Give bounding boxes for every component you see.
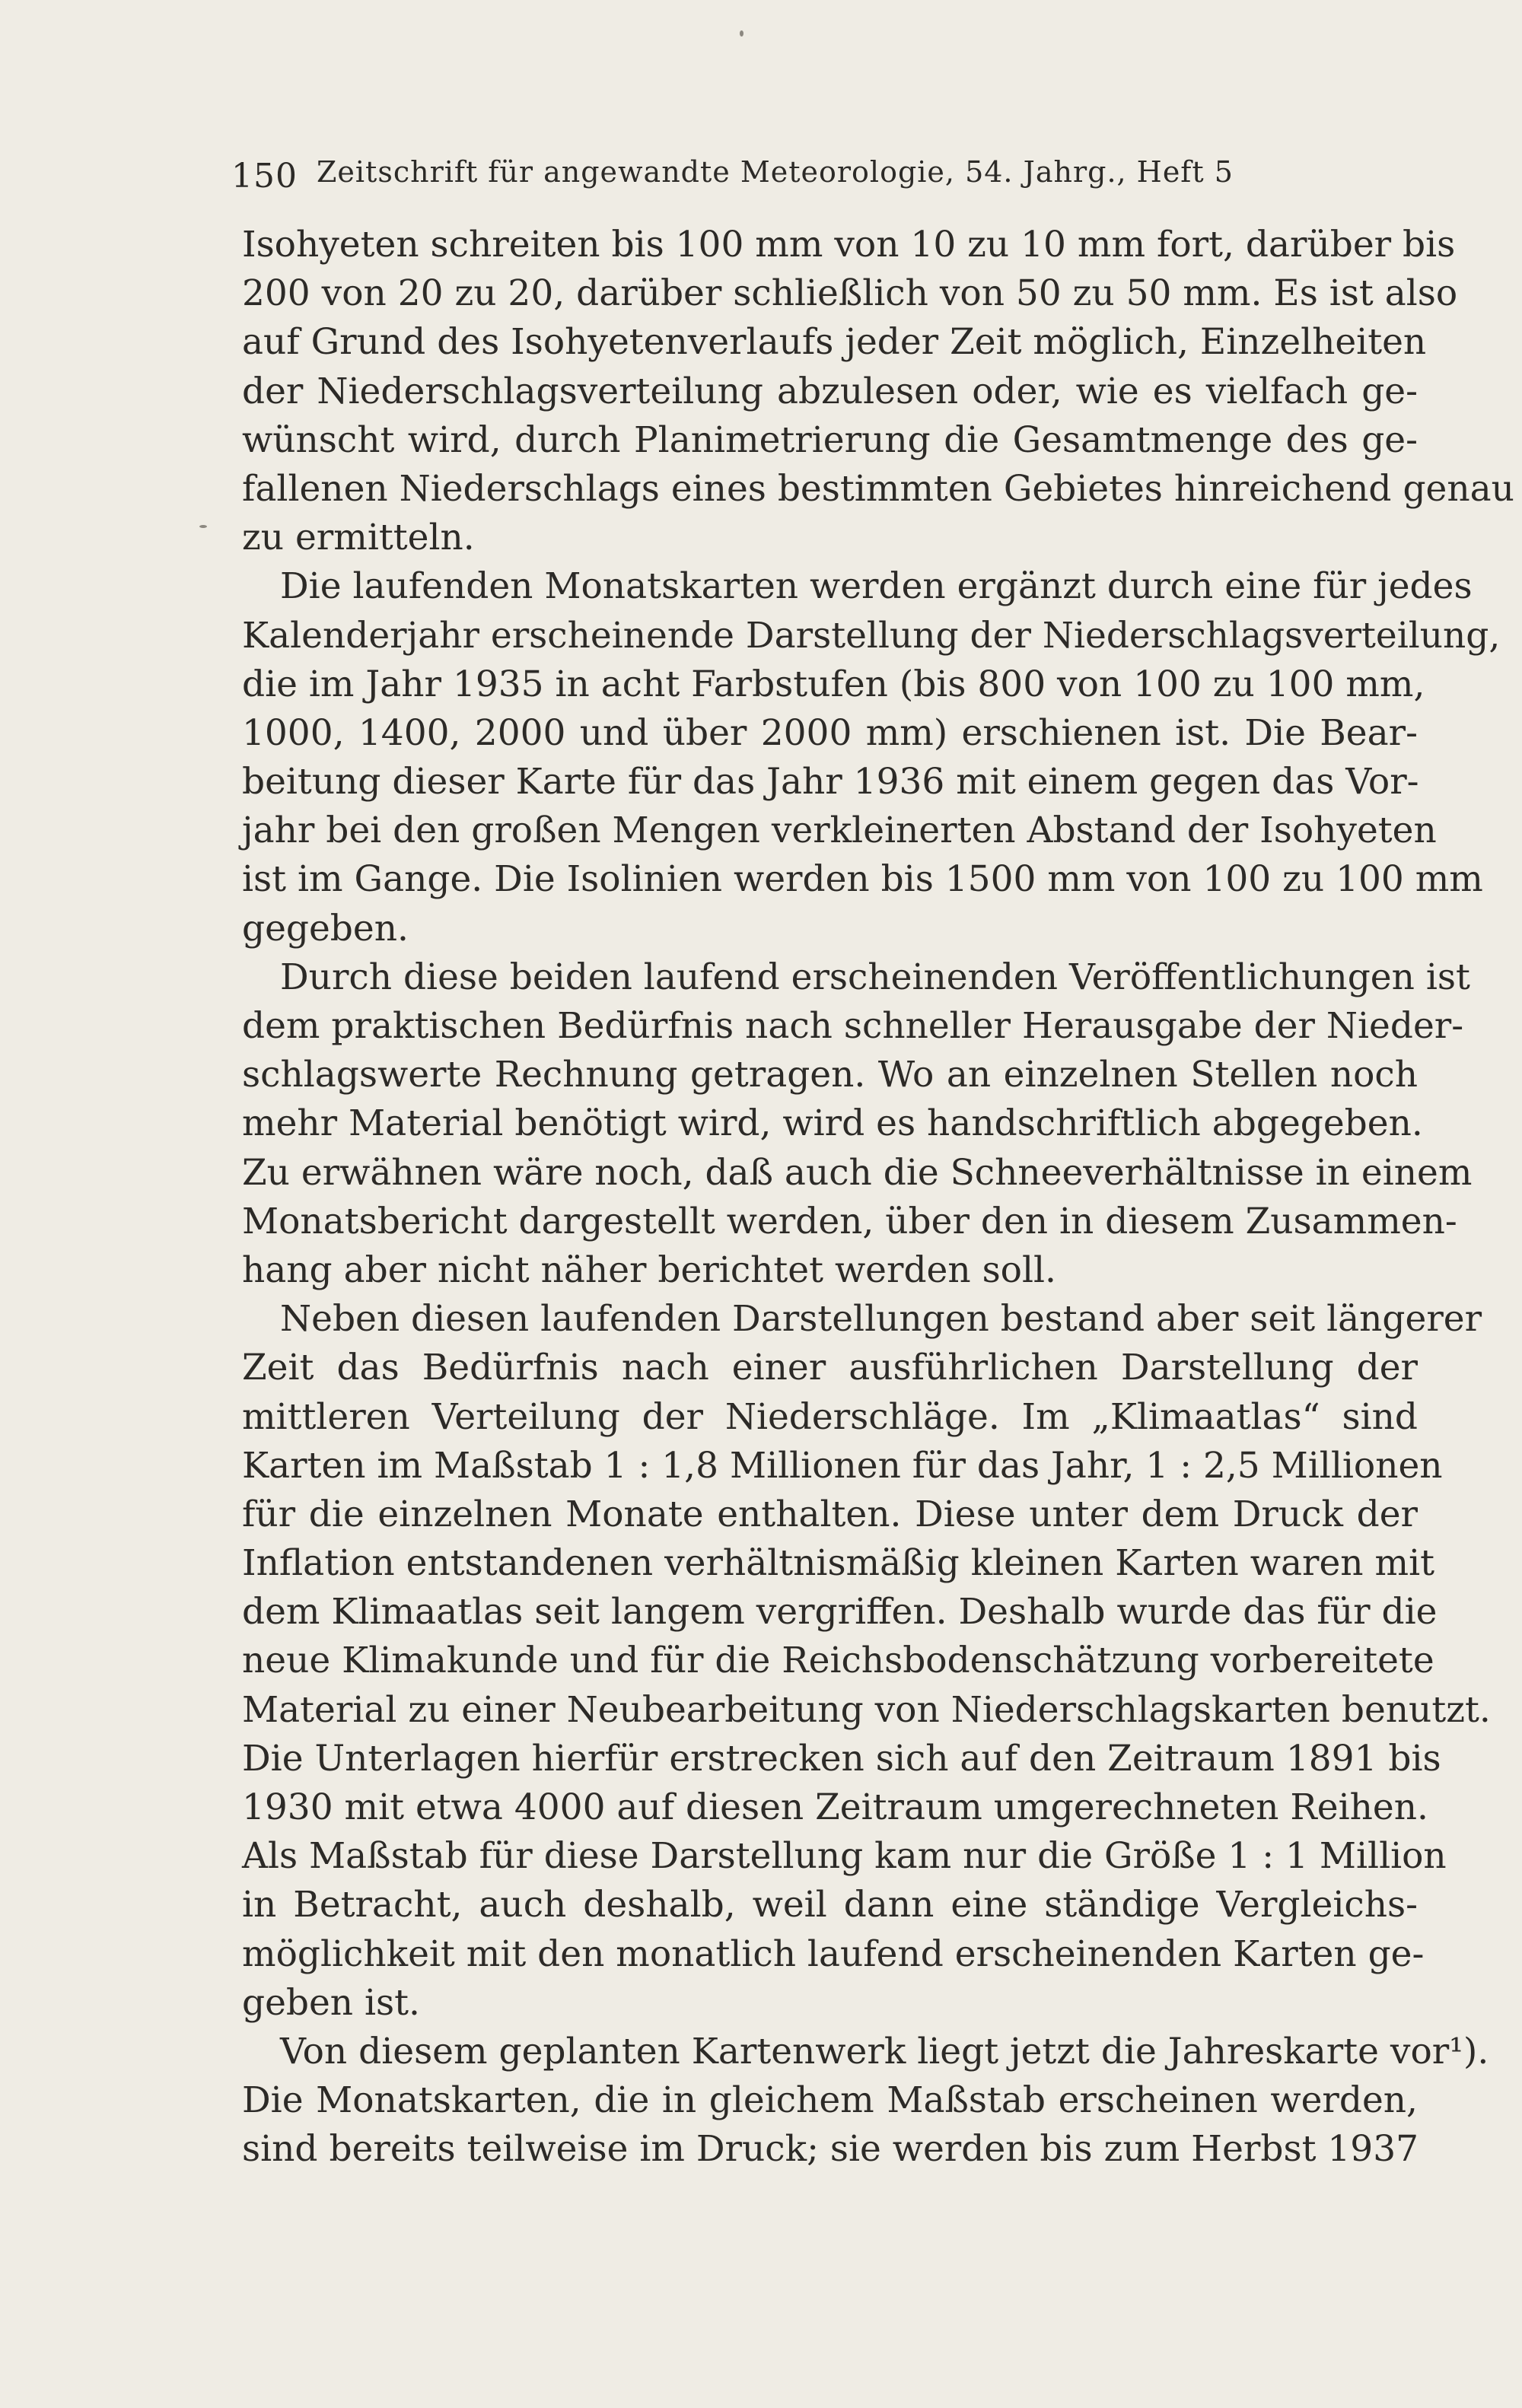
text-line: beitung dieser Karte für das Jahr 1936 mit einem gegen das Vor-: [242, 761, 1419, 803]
text-line: wünscht wird, durch Planimetrierung die Gesamtmenge des ge-: [242, 418, 1418, 461]
text-line: sind bereits teilweise im Druck; sie werden bis zum Herbst 1937: [242, 2128, 1419, 2171]
text-line: 200 von 20 zu 20, darüber schließlich von 50 zu 50 mm. Es ist also: [242, 272, 1458, 315]
text-line: Material zu einer Neubearbeitung von Niederschlagskarten benutzt.: [242, 1688, 1491, 1731]
text-line: schlagswerte Rechnung getragen. Wo an einzelnen Stellen noch: [242, 1054, 1418, 1096]
text-line: Inflation entstandenen verhältnismäßig kleinen Karten waren mit: [242, 1542, 1434, 1585]
text-line: zu ermitteln.: [242, 517, 475, 559]
paper-speck: [199, 525, 207, 528]
text-line: Karten im Maßstab 1 : 1,8 Millionen für das Jahr, 1 : 2,5 Millionen: [242, 1444, 1443, 1487]
text-line: die im Jahr 1935 in acht Farbstufen (bis 800 von 100 zu 100 mm,: [242, 663, 1425, 705]
text-line: ist im Gange. Die Isolinien werden bis 1500 mm von 100 zu 100 mm: [242, 858, 1483, 901]
text-line: 1000, 1400, 2000 und über 2000 mm) erschienen ist. Die Bear-: [242, 711, 1418, 754]
text-line: Isohyeten schreiten bis 100 mm von 10 zu 10 mm fort, darüber bis: [242, 224, 1456, 266]
text-line: möglichkeit mit den monatlich laufend erscheinenden Karten ge-: [242, 1932, 1425, 1975]
text-line: mehr Material benötigt wird, wird es handschriftlich abgegeben.: [242, 1102, 1423, 1145]
text-line: Als Maßstab für diese Darstellung kam nur die Größe 1 : 1 Million: [242, 1835, 1447, 1878]
running-title: Zeitschrift für angewandte Meteorologie, 54. Jahrg., Heft 5: [317, 155, 1234, 189]
text-line: Zu erwähnen wäre noch, daß auch die Schneeverhältnisse in einem: [242, 1151, 1473, 1194]
text-line: Die Unterlagen hierfür erstrecken sich auf den Zeitraum 1891 bis: [242, 1737, 1441, 1780]
text-line: Neben diesen laufenden Darstellungen bestand aber seit längerer: [280, 1298, 1482, 1341]
text-line: jahr bei den großen Mengen verkleinerten Abstand der Isohyeten: [242, 810, 1437, 852]
text-line: dem Klimaatlas seit langem vergriffen. Deshalb wurde das für die: [242, 1591, 1438, 1633]
text-line: für die einzelnen Monate enthalten. Diese unter dem Druck der: [242, 1493, 1418, 1535]
text-line: Monatsbericht dargestellt werden, über den in diesem Zusammen-: [242, 1200, 1457, 1242]
text-line: hang aber nicht näher berichtet werden soll.: [242, 1249, 1056, 1291]
text-line: Durch diese beiden laufend erscheinenden Veröffentlichungen ist: [280, 956, 1470, 998]
text-line: der Niederschlagsverteilung abzulesen oder, wie es vielfach ge-: [242, 370, 1418, 412]
text-line: Von diesem geplanten Kartenwerk liegt jetzt die Jahreskarte vor¹).: [280, 2030, 1489, 2072]
page-header: [231, 149, 1297, 195]
text-line: fallenen Niederschlags eines bestimmten Gebietes hinreichend genau: [242, 467, 1514, 510]
text-line: dem praktischen Bedürfnis nach schneller Herausgabe der Nieder-: [242, 1005, 1464, 1047]
text-line: neue Klimakunde und für die Reichsbodenschätzung vorbereitete: [242, 1640, 1434, 1682]
text-line: Zeit das Bedürfnis nach einer ausführlichen Darstellung der: [242, 1347, 1418, 1389]
paper-speck: [740, 30, 743, 37]
text-line: Die Monatskarten, die in gleichem Maßstab erscheinen werden,: [242, 2079, 1418, 2122]
text-line: mittleren Verteilung der Niederschläge. Im „Klimaatlas“ sind: [242, 1395, 1418, 1438]
text-line: Kalenderjahr erscheinende Darstellung der Niederschlagsverteilung,: [242, 614, 1501, 657]
text-line: gegeben.: [242, 907, 409, 950]
text-line: in Betracht, auch deshalb, weil dann eine ständige Vergleichs-: [242, 1884, 1418, 1926]
text-line: auf Grund des Isohyetenverlaufs jeder Zeit möglich, Einzelheiten: [242, 321, 1427, 364]
text-line: 1930 mit etwa 4000 auf diesen Zeitraum umgerechneten Reihen.: [242, 1786, 1428, 1828]
text-line: geben ist.: [242, 1981, 420, 2024]
body-text: [242, 221, 1514, 2174]
text-line: Die laufenden Monatskarten werden ergänzt durch eine für jedes: [280, 565, 1473, 608]
page-number: 150: [231, 157, 298, 196]
